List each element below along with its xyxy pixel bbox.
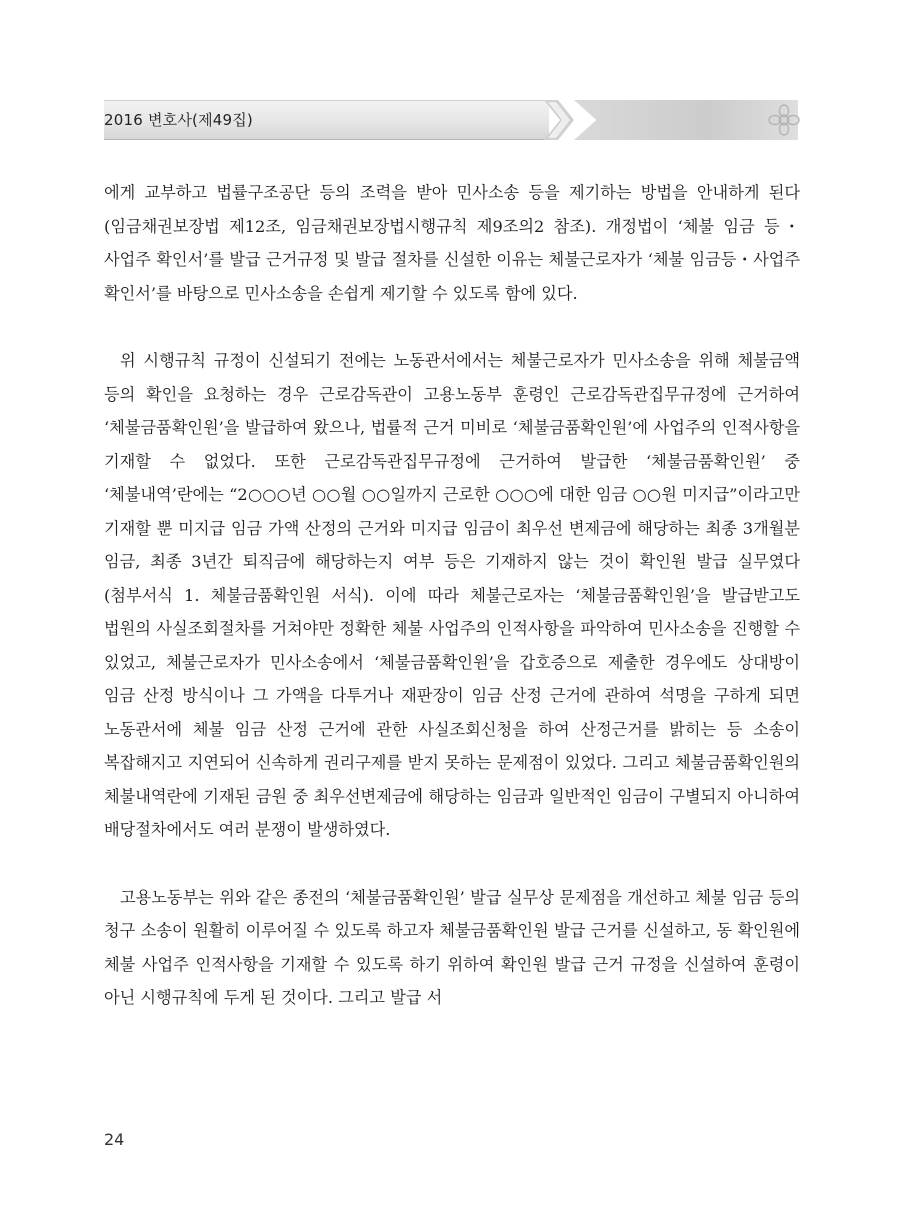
paragraph-3: 고용노동부는 위와 같은 종전의 ‘체불금품확인원’ 발급 실무상 문제점을 개선하고 체불 임금 등의 청구 소송이 원활히 이루어질 수 있도록 하고자 체불금품확인원 발급 근거를 신설하고, 동 확인원에 체불 사업주 인적사항을 기재할 수 있도록 하기 위하여 확인원 발급 근거 규정을 신설하여 훈령이 아닌 시행규칙에 두게 된 것이다. 그리고 발급 서 — [104, 887, 800, 1007]
paragraph-1: 에게 교부하고 법률구조공단 등의 조력을 받아 민사소송 등을 제기하는 방법을 안내하게 된다(임금채권보장법 제12조, 임금채권보장법시행규칙 제9조의2 참조). 개정법이 ‘체불 임금 등・사업주 확인서’를 발급 근거규정 및 발급 절차를 신설한 이유는 체불근로자가 ‘체불 임금등・사업주 확인서’를 바탕으로 민사소송을 손쉽게 제기할 수 있도록 함에 있다. — [104, 183, 800, 303]
header-arrow-icon — [544, 100, 576, 140]
page-number: 24 — [104, 1130, 125, 1149]
header-title: 2016 변호사(제49집) — [104, 111, 253, 129]
running-header — [104, 100, 804, 140]
flower-emblem-icon — [768, 104, 800, 136]
header-fade-band — [574, 100, 798, 140]
body-text — [104, 176, 800, 1049]
paragraph-2: 위 시행규칙 규정이 신설되기 전에는 노동관서에서는 체불근로자가 민사소송을 위해 체불금액 등의 확인을 요청하는 경우 근로감독관이 고용노동부 훈령인 근로감독관집무규정에 근거하여 ‘체불금품확인원’을 발급하여 왔으나, 법률적 근거 미비로 ‘체불금품확인원’에 사업주의 인적사항을 기재할 수 없었다. 또한 근로감독관집무규정에 근거하여 발급한 ‘체불금품확인원’ 중 ‘체불내역’란에는 “2○○○년 ○○월 ○○일까지 근로한 ○○○에 대한 임금 ○○원 미지급”이라고만 기재할 뿐 미지급 임금 가액 산정의 근거와 미지급 임금이 최우선 변제금에 해당하는 최종 3개월분 임금, 최종 3년간 퇴직금에 해당하는지 여부 등은 기재하지 않는 것이 확인원 발급 실무였다(첨부서식 1. 체불금품확인원 서식). 이에 따라 체불근로자는 ‘체불금품확인원’을 발급받고도 법원의 사실조회절차를 거쳐야만 정확한 체불 사업주의 인적사항을 파악하여 민사소송을 진행할 수 있었고, 체불근로자가 민사소송에서 ‘체불금품확인원’을 갑호증으로 제출한 경우에도 상대방이 임금 산정 방식이나 그 가액을 다투거나 재판장이 임금 산정 근거에 관하여 석명을 구하게 되면 노동관서에 체불 임금 산정 근거에 관한 사실조회신청을 하여 산정근거를 밝히는 등 소송이 복잡해지고 지연되어 신속하게 권리구제를 받지 못하는 문제점이 있었다. 그리고 체불금품확인원의 체불내역란에 기재된 금원 중 최우선변제금에 해당하는 임금과 일반적인 임금이 구별되지 아니하여 배당절차에서도 여러 분쟁이 발생하였다. — [104, 351, 800, 839]
